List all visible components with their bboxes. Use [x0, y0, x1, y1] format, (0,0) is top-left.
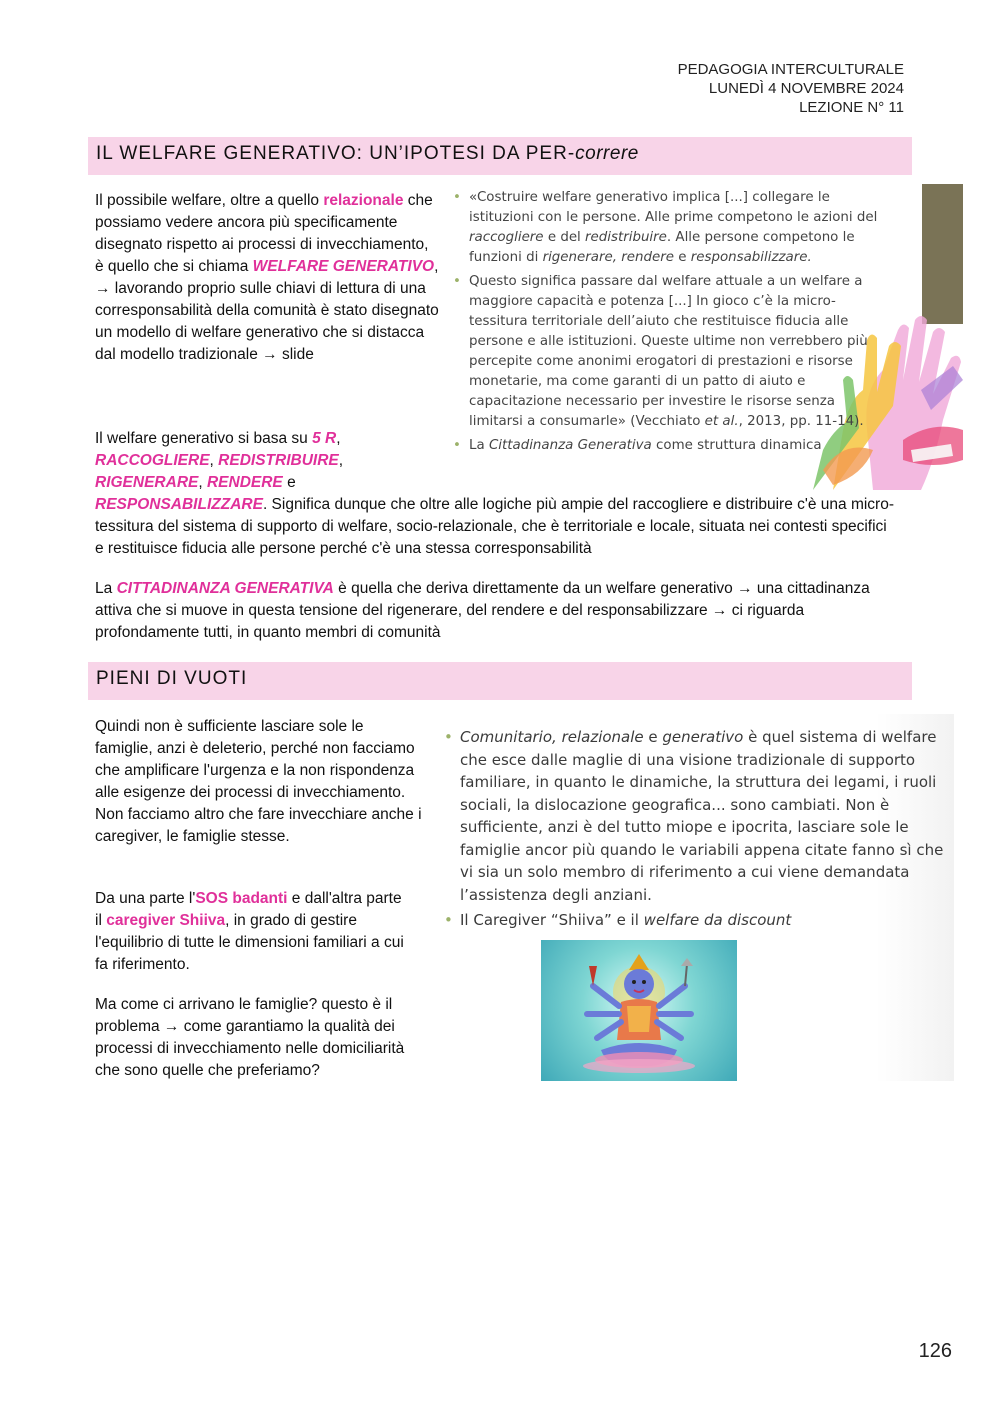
document-header	[678, 60, 904, 117]
course-title: PEDAGOGIA INTERCULTURALE	[677, 61, 904, 78]
text-span: ,	[198, 474, 207, 491]
text-line	[95, 450, 440, 472]
slide-accent-bar	[922, 184, 963, 324]
highlight-cittadinanza-generativa: CITTADINANZA GENERATIVA	[116, 580, 334, 597]
slide-text-1	[453, 188, 893, 456]
highlight-responsabilizzare: RESPONSABILIZZARE	[95, 496, 263, 513]
text-span: come struttura dinamica	[651, 438, 822, 453]
text-span: et al.	[704, 414, 739, 429]
text-span: raccogliere	[469, 230, 544, 245]
text-span: che possiamo vedere ancora più specificamente disegnato rispetto ai processi di invecchiamento, è quello che si chiama	[95, 192, 433, 275]
text-span: redistribuire	[585, 230, 667, 245]
text-span: Il welfare generativo si basa su	[95, 430, 313, 447]
text-span: Il possibile welfare, oltre a quello	[95, 192, 324, 209]
section-title-text: PIENI DI VUOTI	[96, 668, 248, 689]
paragraph-5r	[95, 428, 895, 560]
text-span: La	[95, 580, 117, 597]
text-span: è quella che deriva direttamente da un welfare generativo → una cittadinanza attiva che si muove in questa tensione del rigenerare, del rendere e del responsabilizzare → ci riguarda profondamente tutti, in quanto membri di comunità	[95, 580, 870, 641]
highlight-relazionale: relazionale	[323, 192, 404, 209]
text-line	[95, 472, 440, 494]
highlight-sos-badanti: SOS badanti	[195, 890, 288, 907]
text-span: Comunitario, relazionale	[460, 728, 644, 746]
text-span: e	[643, 728, 663, 746]
highlight-rendere: RENDERE	[206, 474, 283, 491]
text-span: «Costruire welfare generativo implica [...] collegare le istituzioni con le persone. Alle prime competono le azioni del	[469, 190, 878, 225]
text-span: rigenerare, rendere	[542, 250, 674, 265]
paragraph-famiglie	[95, 716, 425, 848]
section-title-italic: correre	[575, 143, 639, 164]
page-number: 126	[918, 1340, 952, 1362]
slide-image-pieni-di-vuoti	[434, 714, 954, 1081]
text-span: , in grado di gestire l'equilibrio di tutte le dimensioni familiari a cui fa riferimento.	[95, 912, 404, 973]
text-line	[95, 494, 895, 560]
text-span: Questo significa passare dal welfare attuale a un welfare a maggiore capacità e potenza [...] In gioco c’è la micro-tessitura territoriale dell’aiuto che restituisce fiducia alle persone e alle istituzioni. Queste ultime non verrebbero più percepite come anonimi erogatori di prestazioni e risorse monetarie, ma come garanti di un patto di aiuto e capacitazione necessario per investire le risorse senza limitarsi a consumarle» (Vecchiato	[469, 274, 868, 429]
slide-bullet	[444, 726, 950, 906]
section-title-welfare-generativo	[88, 137, 912, 175]
text-span: Il Caregiver “Shiiva” e il	[460, 911, 644, 929]
text-span: Quindi non è sufficiente lasciare sole le famiglie, anzi è deleterio, perché non facciamo che amplificare l'urgenza e la non rispondenza alle esigenze dei processi di invecchiamento. Non facciamo altro che fare invecchiare anche i caregiver, le famiglie stesse.	[95, 718, 422, 845]
text-span: . Significa dunque che oltre alle logiche più ampie del raccogliere e distribuire c'è una micro-tessitura del sistema di supporto di welfare, socio-relazionale, che è territoriale e locale, situata nei contesti specifici e restituisce fiducia alle persone perché c'è una stessa corresponsabilità	[95, 496, 894, 557]
paragraph-cittadinanza-generativa	[95, 578, 905, 644]
text-span: , 2013, pp. 11-14).	[738, 414, 864, 429]
text-span: e	[673, 250, 691, 265]
text-span: Ma come ci arrivano le famiglie? questo è il problema → come garantiamo la qualità dei processi di invecchiamento nelle domiciliarità che sono quelle che preferiamo?	[95, 996, 405, 1079]
text-span: Cittadinanza Generativa	[488, 438, 652, 453]
text-span: generativo	[662, 728, 744, 746]
slide-bullet	[453, 272, 893, 432]
lesson-date: LUNEDÌ 4 NOVEMBRE 2024	[708, 80, 904, 97]
section-title-main: IL WELFARE GENERATIVO: UN’IPOTESI DA PER-	[96, 143, 576, 164]
text-span: La	[469, 438, 489, 453]
text-span: ,	[336, 430, 341, 447]
lesson-number: LEZIONE N° 11	[799, 99, 904, 116]
text-span: welfare da discount	[643, 911, 792, 929]
highlight-raccogliere: RACCOGLIERE	[95, 452, 210, 469]
text-span: . Alle persone competono le funzioni di	[469, 230, 855, 265]
text-span: , → lavorando proprio sulle chiavi di lettura di una corresponsabilità della comunità è stato disegnato un modello di welfare generativo che si distacca dal modello tradizionale → slide	[95, 258, 439, 363]
text-span: e	[282, 474, 296, 491]
slide-text-2	[444, 726, 950, 932]
highlight-caregiver-shiiva: caregiver Shiiva	[106, 912, 226, 929]
highlight-welfare-generativo: WELFARE GENERATIVO	[252, 258, 435, 275]
text-span: ,	[209, 452, 219, 469]
paragraph-welfare-intro	[95, 190, 440, 366]
highlight-rigenerare: RIGENERARE	[95, 474, 199, 491]
text-span: Da una parte l'	[95, 890, 196, 907]
section-title-pieni-di-vuoti	[88, 662, 912, 700]
highlight-5r: 5 R	[312, 430, 337, 447]
text-span: ,	[338, 452, 344, 469]
shiva-illustration	[541, 940, 737, 1081]
text-line	[95, 428, 440, 450]
text-span: responsabilizzare.	[690, 250, 812, 265]
slide-bullet	[444, 909, 950, 932]
paragraph-domanda	[95, 994, 410, 1082]
text-span: è quel sistema di welfare che esce dalle maglie di una visione tradizionale di supporto familiare, in quanto le dinamiche, la struttura dei legami, i ruoli sociali, la dislocazione geografica... sono cambiati. Non è sufficiente, anzi è del tutto miope e ipocrita, lasciare sole le famiglie ancor più quando le variabili appena citate fanno sì che vi sia un solo membro di riferimento a cui viene demandata l’assistenza degli anziani.	[460, 728, 944, 904]
highlight-redistribuire: REDISTRIBUIRE	[218, 452, 339, 469]
slide-bullet	[453, 188, 893, 268]
paragraph-sos-badanti	[95, 888, 410, 976]
text-span: e del	[543, 230, 586, 245]
shiva-icon	[541, 940, 737, 1081]
text-span: e dall'altra parte il	[95, 890, 402, 929]
